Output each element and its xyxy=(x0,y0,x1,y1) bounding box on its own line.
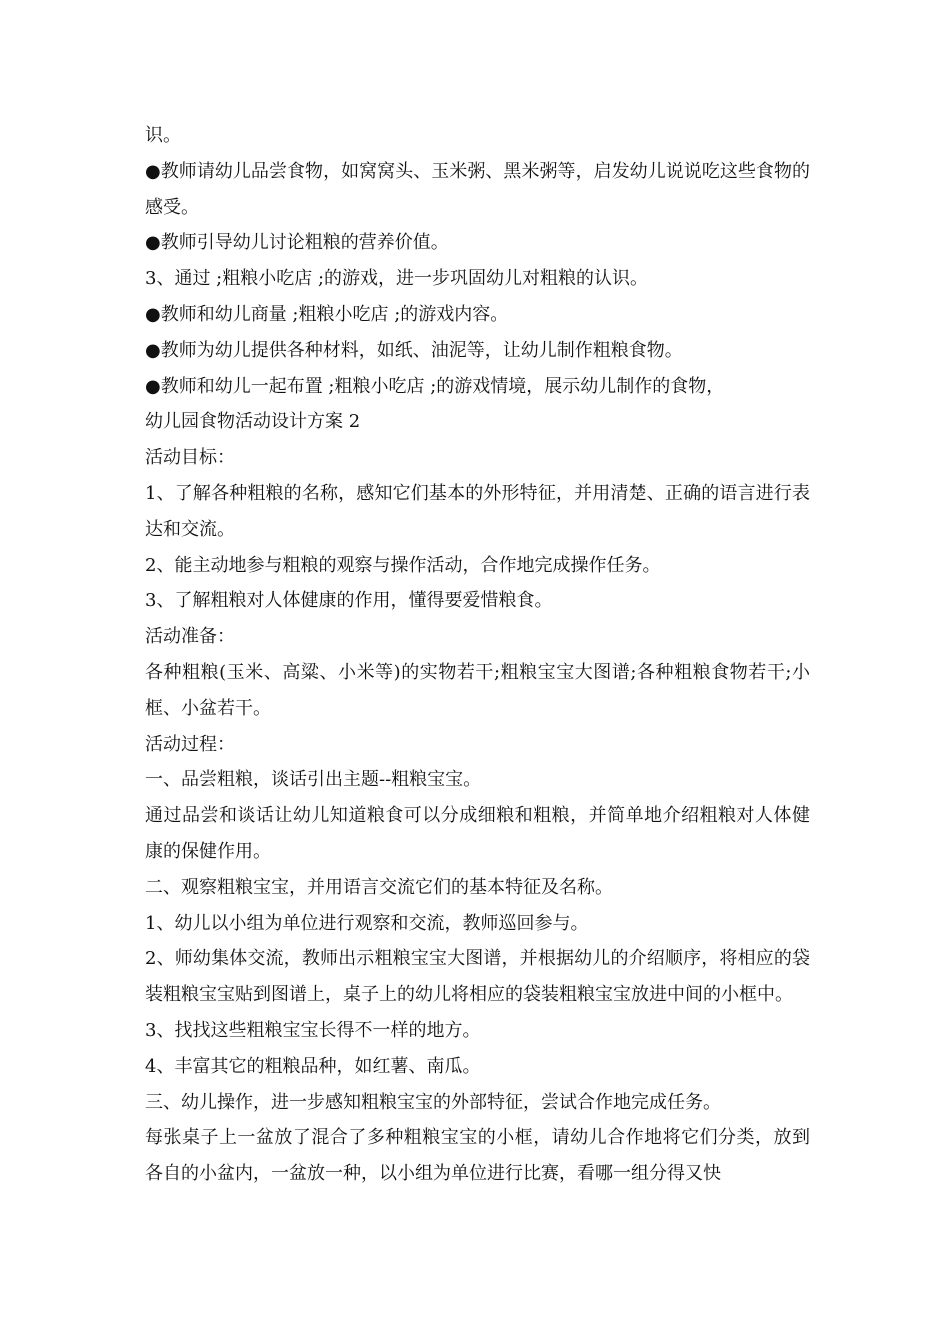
paragraph: 各种粗粮(玉米、高粱、小米等)的实物若干;粗粮宝宝大图谱;各种粗粮食物若干;小框、小盆若干。 xyxy=(145,661,810,719)
paragraph: ●教师和幼儿商量 ;粗粮小吃店 ;的游戏内容。 xyxy=(145,303,509,325)
paragraph: ●教师和幼儿一起布置 ;粗粮小吃店 ;的游戏情境，展示幼儿制作的食物， xyxy=(145,375,725,397)
section-heading: 幼儿园食物活动设计方案 2 xyxy=(145,411,361,433)
paragraph: 2、能主动地参与粗粮的观察与操作活动，合作地完成操作任务。 xyxy=(145,554,661,576)
paragraph: 3、找找这些粗粮宝宝长得不一样的地方。 xyxy=(145,1019,481,1041)
paragraph: ●教师为幼儿提供各种材料，如纸、油泥等，让幼儿制作粗粮食物。 xyxy=(145,339,683,361)
subheading: 活动过程： xyxy=(145,733,235,755)
paragraph: ●教师请幼儿品尝食物，如窝窝头、玉米粥、黑米粥等，启发幼儿说说吃这些食物的感受。 xyxy=(145,160,810,218)
paragraph: 三、幼儿操作，进一步感知粗粮宝宝的外部特征，尝试合作地完成任务。 xyxy=(145,1091,721,1113)
paragraph: 1、幼儿以小组为单位进行观察和交流，教师巡回参与。 xyxy=(145,912,589,934)
paragraph: 通过品尝和谈话让幼儿知道粮食可以分成细粮和粗粮，并简单地介绍粗粮对人体健康的保健作用。 xyxy=(145,805,810,862)
paragraph: 4、丰富其它的粗粮品种，如红薯、南瓜。 xyxy=(145,1055,481,1077)
paragraph: ●教师引导幼儿讨论粗粮的营养价值。 xyxy=(145,232,449,254)
paragraph: 2、师幼集体交流，教师出示粗粮宝宝大图谱，并根据幼儿的介绍顺序，将相应的袋装粗粮宝宝贴到图谱上，桌子上的幼儿将相应的袋装粗粮宝宝放进中间的小框中。 xyxy=(145,948,810,1006)
paragraph: 识。 xyxy=(145,125,181,146)
paragraph: 二、观察粗粮宝宝，并用语言交流它们的基本特征及名称。 xyxy=(145,876,613,898)
paragraph: 3、通过 ;粗粮小吃店 ;的游戏，进一步巩固幼儿对粗粮的认识。 xyxy=(145,268,649,290)
paragraph: 1、了解各种粗粮的名称，感知它们基本的外形特征，并用清楚、正确的语言进行表达和交流。 xyxy=(145,482,810,540)
paragraph: 3、了解粗粮对人体健康的作用，懂得要爱惜粮食。 xyxy=(145,590,553,612)
document-body xyxy=(145,118,810,1192)
paragraph: 一、品尝粗粮，谈话引出主题--粗粮宝宝。 xyxy=(145,769,482,791)
subheading: 活动目标： xyxy=(145,447,235,469)
paragraph: 每张桌子上一盆放了混合了多种粗粮宝宝的小框，请幼儿合作地将它们分类，放到各自的小盆内，一盆放一种，以小组为单位进行比赛，看哪一组分得又快 xyxy=(145,1127,810,1185)
subheading: 活动准备： xyxy=(145,626,235,648)
